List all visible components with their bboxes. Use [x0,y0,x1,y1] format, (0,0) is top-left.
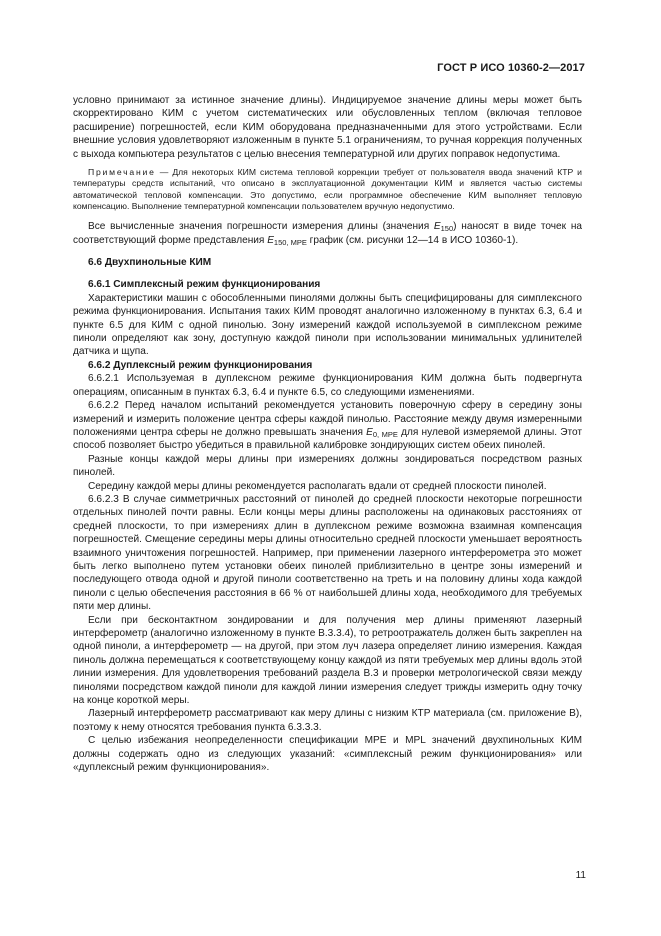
section-heading-6-6-1: 6.6.1 Симплексный режим функционирования [88,279,321,291]
text-run: ) наносят в виде точек на соответствующий форме представления [73,221,583,246]
text-run: для нулевой измеряемой длины. Этот способ позволяет быстро убедиться в правильной калибровке зондирующих систем обеих пинолей. [73,426,583,452]
symbol-e: E [433,221,441,233]
section-heading-6-6-2: 6.6.2 Дуплексный режим функционирования [88,359,313,371]
paragraph-laser-1: Если при бесконтактном зондировании и для получения мер длины применяют лазерный интерферометр (аналогично изложенному в пункте В.3.3.4), то ретроотражатель должен быть закреплен на одной пиноли, а интерферометр — на другой, при этом луч лазера определяет линию измерения. Каждая пиноль должна перемещаться к соответствующему концу каждой из пяти требуемых мер длины вдоль этой линии измерения. Для удовлетворения требований раздела В.3 и проверки метрологической связи между пинолями посредством каждой пиноли для каждой линии измерения следует трижды измерить одну точку на конце короткой меры. [73,614,582,707]
paragraph-laser-2: Лазерный интерферометр рассматривают как меру длины с низким КТР материала (см. приложение В), поэтому к нему относятся требования пункта 6.3.3.3. [73,708,582,733]
subscript: 150, MPE [273,237,307,247]
paragraph-ends: Разные концы каждой меры длины при измерениях должны зондироваться посредством разных пинолей. [73,453,582,479]
paragraph-last: С целью избежания неопределенности спецификации MPE и MPL значений двухпинольных КИМ должны содержать одно из следующих указаний: «симплексный режим функционирования» или «дуплексный режим функционирования». [73,735,582,774]
paragraph-6-6-1: Характеристики машин с обособленными пинолями должны быть специфицированы для симплексного режима функционирования. Испытания таких КИМ проводят аналогично изложенному в пунктах 6.3, 6.4 и пункте 6.5 для КИМ с одной пинолью. Зону измерений каждой используемой в симплексном режиме пиноли определяют как зону, доступную каждой пиноли при использовании минимальных удлинителей датчика и щупа. [73,292,582,358]
paragraph-middle: Середину каждой меры длины рекомендуется располагать вдали от средней плоскости пинолей. [88,480,547,492]
paragraph-error-values [73,220,582,247]
page-number: 11 [575,870,586,881]
note-lead: Примечание [88,167,156,178]
symbol-e: E [267,234,274,246]
paragraph-intro: условно принимают за истинное значение длины). Индицируемое значение длины меры может быть скорректировано КИМ с учетом систематических или обусловленных теплом (включая тепловое расширение) погрешностей, если КИМ оборудована предназначенными для этого устройствами. Если внешние условия удовлетворяют изложенным в пункте 5.1 ограничениям, то ручная коррекция полученных с выхода компьютера результатов с целью внесения температурной или других поправок недопустима. [73,95,582,160]
note-text: — Для некоторых КИМ система тепловой коррекции требует от пользователя ввода значений КТР и температуры средств испытаний, что описано в эксплуатационной документации КИМ и является частью системы автоматической тепловой компенсации. Это допустимо, если программное обеспечение КИМ выполняет тепловую компенсацию. Выполнение температурной компенсации пользователем вручную недопустимо. [73,167,582,211]
paragraph-6-6-2-3: 6.6.2.3 В случае симметричных расстояний от пинолей до средней плоскости некоторые погрешности отдельных пинолей почти равны. Если концы меры длины расположены на одинаковых расстояниях от средней плоскости, то при измерениях длин в дуплексном режиме возможна взаимная компенсация погрешностей. Смещение середины меры длины относительно средней плоскости уменьшает вероятность взаимного уничтожения погрешностей. Например, при применении лазерного интерферометра это может быть легко выполнено путем установки обеих пинолей приблизительно в центре зоны измерений и последующего отвода одной и другой пиноли соответственно на треть и на половину длины хода каждой пиноли с целью обеспечения расстояния в 66 % от наибольшей длины хода, необходимого для требуемых пяти мер длины. [73,493,582,613]
text-run: график (см. рисунки 12—14 в ИСО 10360-1). [306,234,519,246]
text-run: 6.6.2.2 Перед началом испытаний рекомендуется установить поверочную сферу в середину зоны измерений и измерить положение центра сферы каждой пинолью. Расстояние между двумя измеренными положениями центра сферы не должно превышать значения [73,400,582,438]
text-run: Все вычисленные значения погрешности измерения длины (значения [88,221,434,233]
page-body [73,94,582,774]
standard-header: ГОСТ Р ИСО 10360-2—2017 [437,62,585,74]
paragraph-6-6-2-2 [73,399,582,453]
note [73,167,582,212]
symbol-e: E [366,426,373,438]
section-heading-6-6: 6.6 Двухпинольные КИМ [88,257,212,269]
subscript: 150 [440,224,454,234]
subscript: 0, MPE [372,429,398,439]
paragraph-6-6-2-1: 6.6.2.1 Используемая в дуплексном режиме функционирования КИМ должна быть подвергнута операциям, описанным в пунктах 6.3, 6.4 и пункте 6.5, со следующими изменениями. [73,373,582,398]
